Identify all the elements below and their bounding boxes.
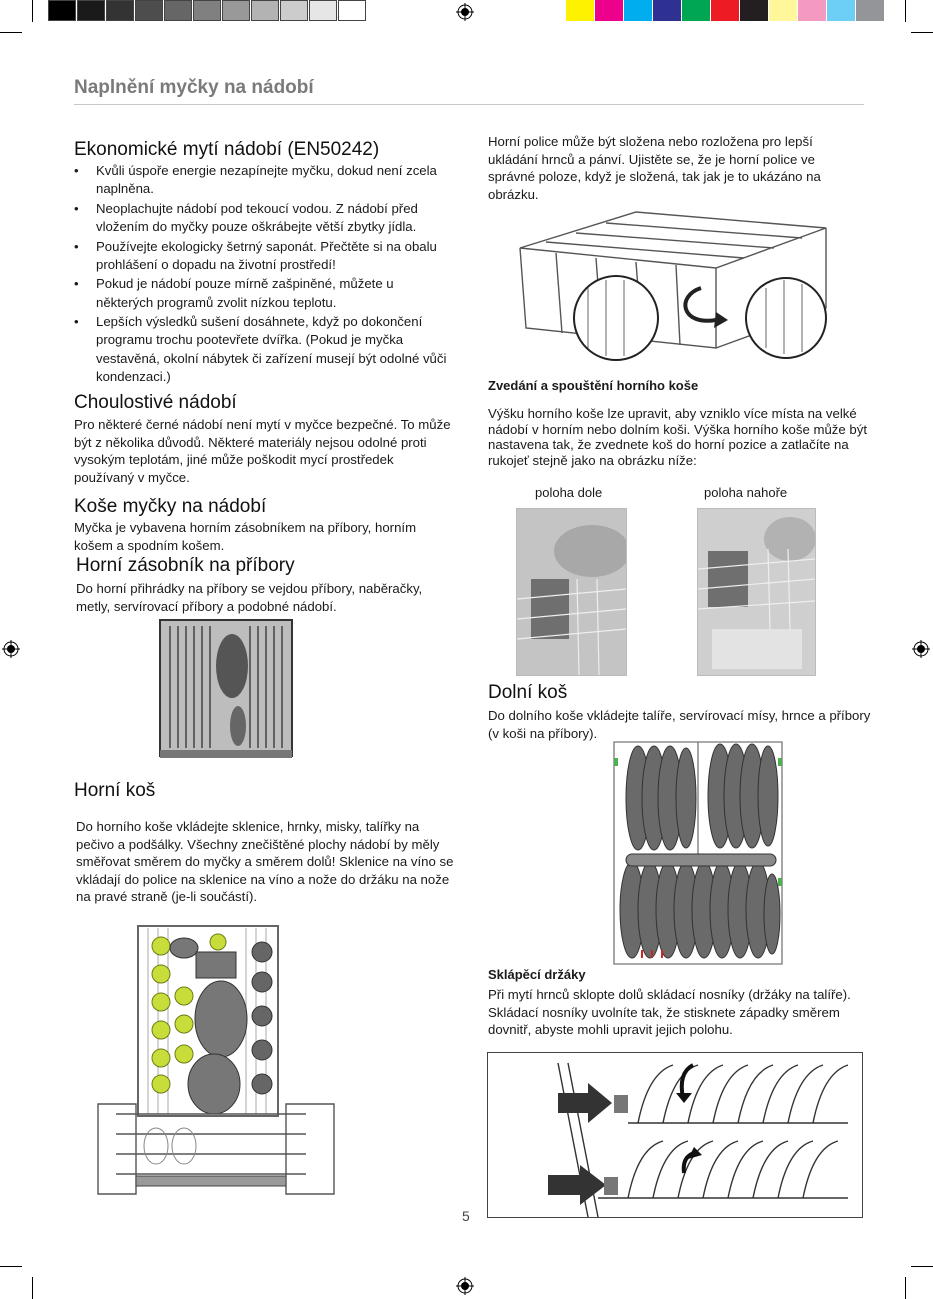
crop-mark	[32, 1277, 33, 1299]
list-item: • Pokud je nádobí pouze mírně zašpiněné, můžete u některých programů zvolit nízkou teplotu.	[74, 275, 454, 312]
color-swatch	[827, 0, 855, 21]
color-swatch	[769, 0, 797, 21]
header-divider	[74, 104, 864, 105]
crop-mark	[911, 32, 933, 33]
crop-mark	[0, 32, 22, 33]
label-low-position: poloha dole	[535, 485, 603, 500]
photo-basket-high	[697, 508, 816, 676]
color-swatch	[711, 0, 739, 21]
folding-racks-illustration-frame	[487, 1052, 863, 1218]
lower-basket-heading: Dolní koš	[488, 682, 568, 703]
gray-swatch	[280, 0, 308, 21]
folding-racks-illustration	[488, 1053, 862, 1217]
color-swatch	[740, 0, 768, 21]
cutlery-tray-illustration	[158, 616, 298, 761]
registration-mark-icon	[2, 640, 20, 658]
crop-mark	[905, 0, 906, 22]
registration-mark-icon	[456, 1277, 474, 1295]
page-number: 5	[462, 1208, 470, 1224]
gray-swatch	[338, 0, 366, 21]
color-swatch	[798, 0, 826, 21]
list-item: • Lepších výsledků sušení dosáhnete, když po dokončení programu trochu pootevřete dvířka. (Pokud je myčka vestavěná, okolní nábytek či zařízení musejí být odolné vůči kondenzaci.)	[74, 313, 454, 386]
gray-swatch	[106, 0, 134, 21]
shelf-text: Horní police může být složena nebo rozložena pro lepší ukládání hrnců a pánví. Ujistěte se, že je horní police ve správné poloze, když je složená, tak jak je to ukázáno na obrázku.	[488, 134, 821, 202]
cutlery-heading: Horní zásobník na příbory	[76, 555, 295, 576]
crop-mark	[905, 1277, 906, 1299]
label-high-position: poloha nahoře	[704, 485, 788, 500]
photo-basket-low	[516, 508, 627, 676]
gray-swatch	[135, 0, 163, 21]
delicate-heading: Choulostivé nádobí	[74, 392, 237, 413]
color-swatch	[595, 0, 623, 21]
crop-mark	[0, 1266, 22, 1267]
gray-swatch	[222, 0, 250, 21]
list-item: • Kvůli úspoře energie nezapínejte myčku, dokud není zcela naplněna.	[74, 162, 454, 199]
list-item: • Neoplachujte nádobí pod tekoucí vodou. Z nádobí před vložením do myčky pouze oškrábejte větší zbytky jídla.	[74, 200, 454, 237]
folding-holders-text: Při mytí hrnců sklopte dolů skládací nosníky (držáky na talíře). Skládací nosníky uvolníte tak, že stisknete západky směrem dovnitř, abyste mohli upravit jejich polohu.	[488, 987, 851, 1038]
crop-mark	[911, 1266, 933, 1267]
color-swatch	[856, 0, 884, 21]
list-item: • Používejte ekologicky šetrný saponát. Přečtěte si na obalu prohlášení o dopadu na životní prostředí!	[74, 238, 454, 275]
lower-basket-illustration	[608, 738, 788, 970]
gray-swatch	[193, 0, 221, 21]
gray-swatch	[251, 0, 279, 21]
delicate-text: Pro některé černé nádobí není mytí v myčce bezpečné. To může být z několika důvodů. Některé materiály nejsou odolné proti vysokým teplotám, jiné může poškodit mycí prostředek používaný v myčce.	[74, 417, 451, 485]
baskets-text: Myčka je vybavena horním zásobníkem na příbory, horním košem a spodním košem.	[74, 520, 417, 553]
cutlery-text: Do horní přihrádky na příbory se vejdou příbory, naběračky, metly, servírovací příbory a podobné nádobí.	[76, 581, 423, 614]
gray-swatch	[48, 0, 76, 21]
raise-basket-heading: Zvedání a spouštění horního koše	[488, 378, 699, 393]
color-swatch	[624, 0, 652, 21]
eco-bullet-list	[74, 162, 454, 388]
eco-heading: Ekonomické mytí nádobí (EN50242)	[74, 139, 380, 160]
lower-basket-text: Do dolního koše vkládejte talíře, servírovací mísy, hrnce a příbory (v koši na příbory).	[488, 708, 871, 741]
gray-swatch	[309, 0, 337, 21]
upper-basket-text: Do horního koše vkládejte sklenice, hrnky, misky, talířky na pečivo a podšálky. Všechny znečištěné plochy nádobí by měly směřovat směrem do myčky a směrem dolů! Sklenice na víno se vkládají do police na sklenice na víno a nože do držáku na nože na pravé straně (je-li součástí).	[76, 819, 454, 905]
gray-swatch	[77, 0, 105, 21]
crop-mark	[32, 0, 33, 22]
gray-swatch	[164, 0, 192, 21]
registration-mark-icon	[912, 640, 930, 658]
baskets-heading: Koše myčky na nádobí	[74, 496, 267, 517]
raise-basket-text: Výšku horního koše lze upravit, aby vzniklo více místa na velké nádobí v horním nebo dolním koši. Výška horního koše může být nastavena tak, že zvednete koš do horní pozice a zatlačíte na rukojeť stejně jako na obrázku níže:	[488, 406, 867, 468]
folding-shelf-illustration	[516, 208, 836, 364]
color-swatch	[653, 0, 681, 21]
upper-basket-heading: Horní koš	[74, 780, 156, 801]
color-swatch	[566, 0, 594, 21]
folding-holders-heading: Sklápěcí držáky	[488, 967, 586, 982]
upper-basket-illustration	[96, 924, 336, 1206]
registration-mark-icon	[456, 3, 474, 21]
color-swatch	[682, 0, 710, 21]
page-header-title: Naplnění myčky na nádobí	[74, 77, 314, 98]
